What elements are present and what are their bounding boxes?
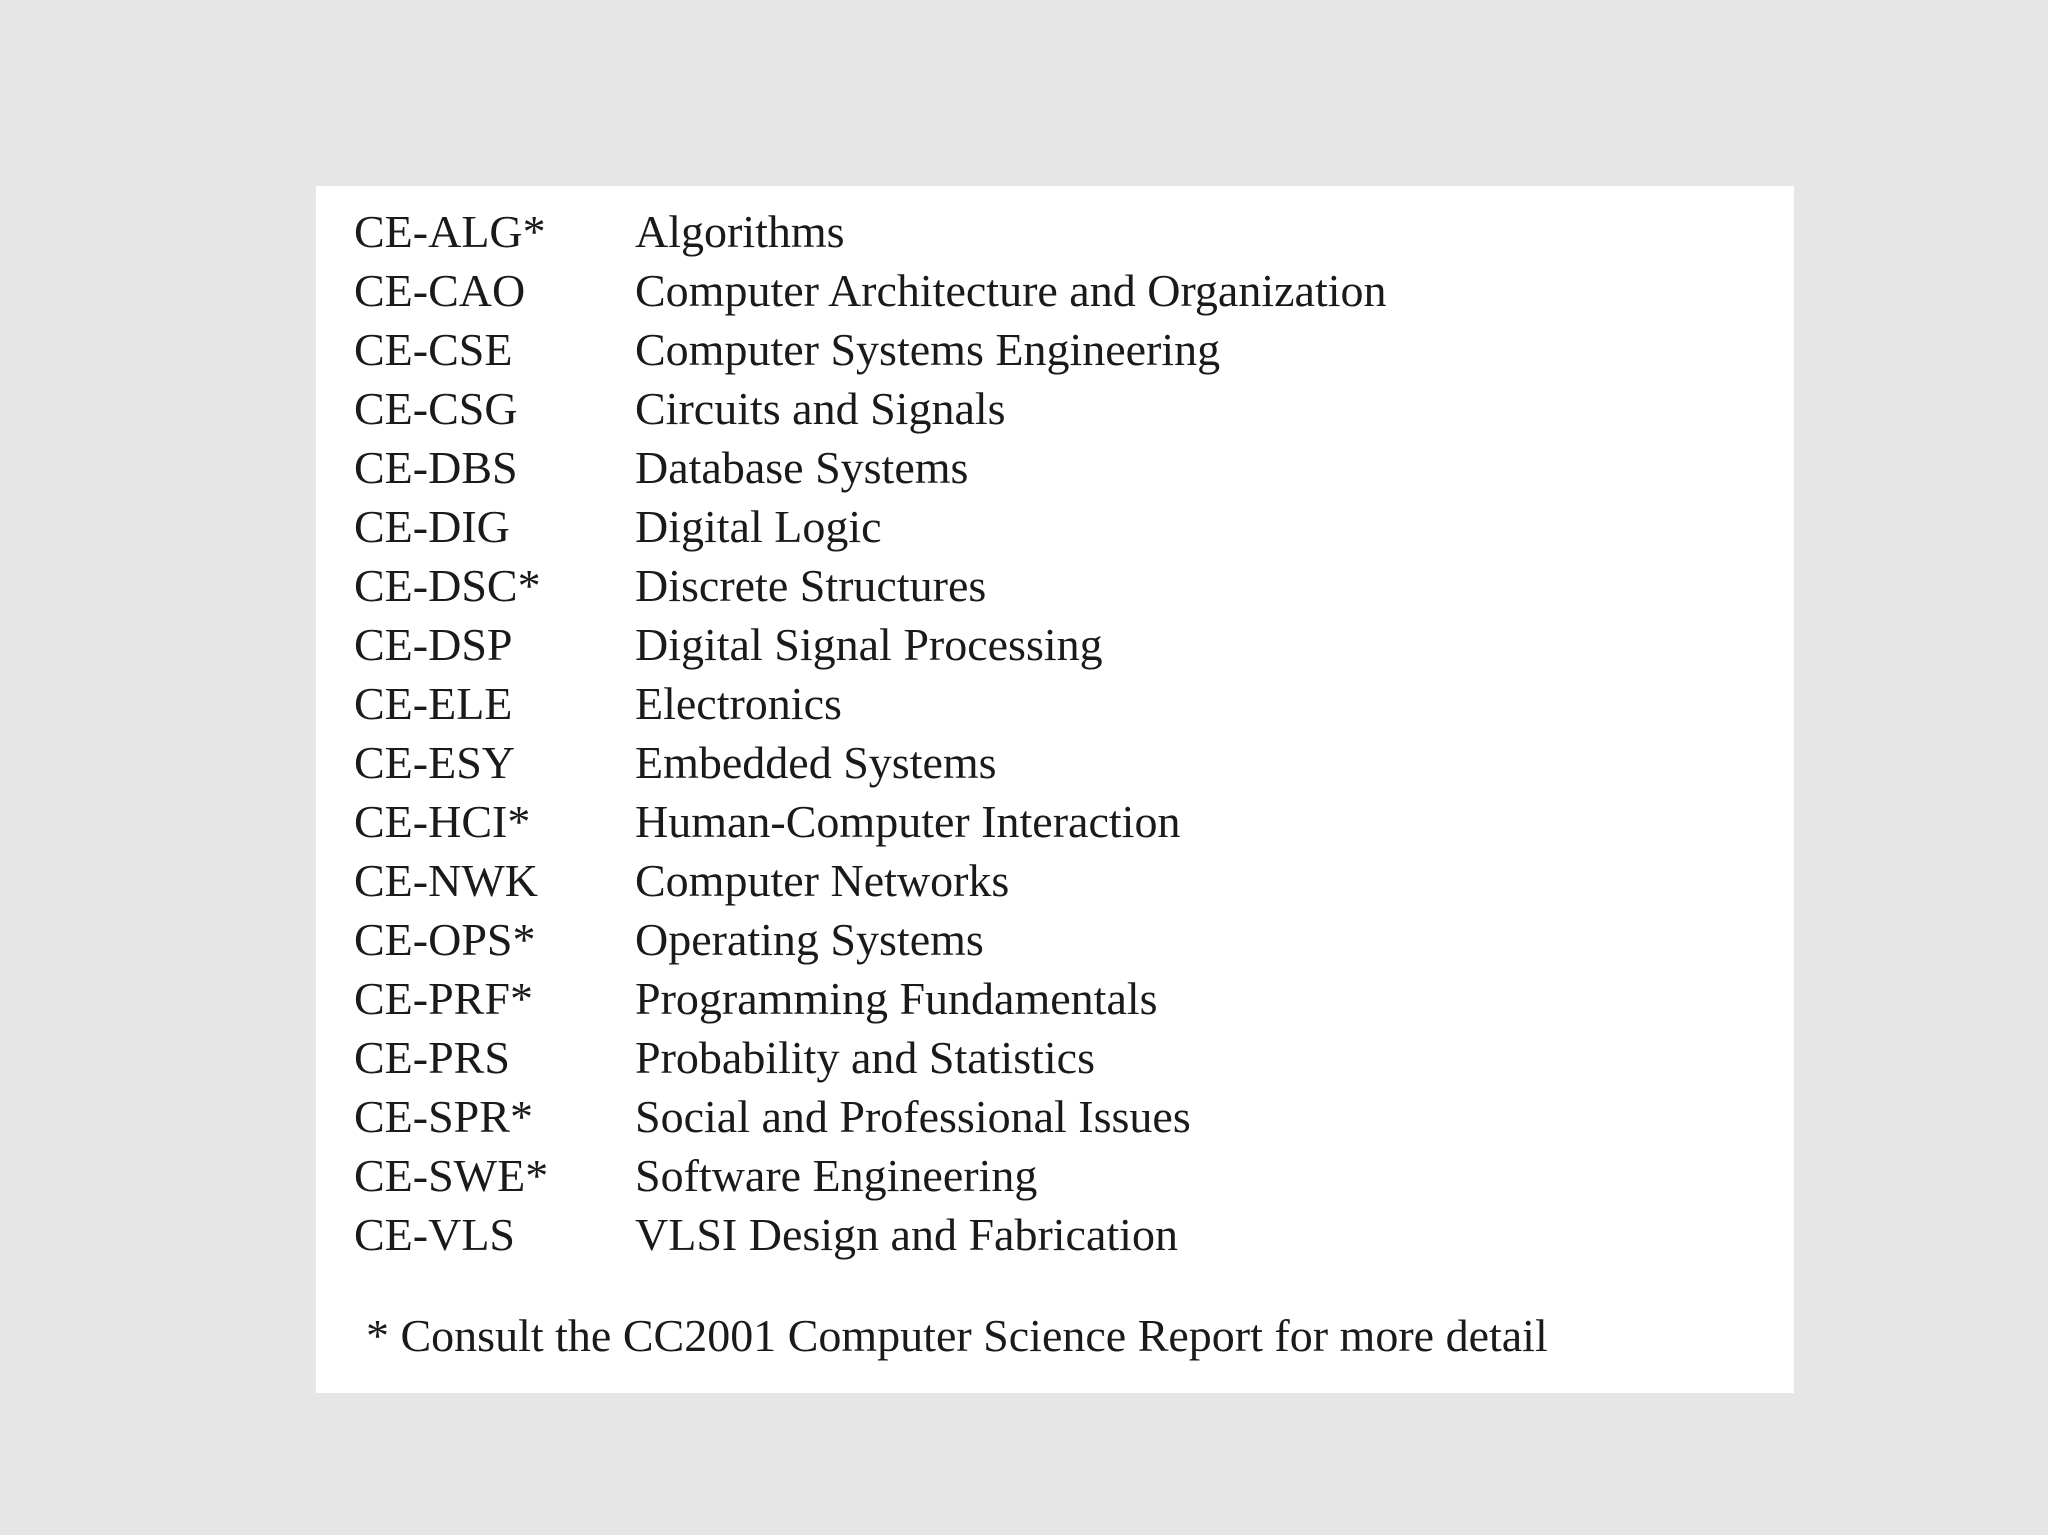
area-code: CE-ELE <box>354 678 513 729</box>
list-item <box>354 1028 1774 1087</box>
area-title: Social and Professional Issues <box>635 1091 1191 1142</box>
area-code: CE-DSC* <box>354 560 541 611</box>
area-title: Database Systems <box>635 442 969 493</box>
area-title: Embedded Systems <box>635 737 997 788</box>
list-item <box>354 674 1774 733</box>
list-item <box>354 851 1774 910</box>
list-item <box>354 733 1774 792</box>
list-item <box>354 261 1774 320</box>
area-code: CE-SPR* <box>354 1091 533 1142</box>
list-item <box>354 556 1774 615</box>
area-title: Software Engineering <box>635 1150 1038 1201</box>
area-title: Computer Architecture and Organization <box>635 265 1387 316</box>
list-item <box>354 1087 1774 1146</box>
area-title: Electronics <box>635 678 842 729</box>
knowledge-areas-list <box>354 202 1774 1264</box>
area-title: Programming Fundamentals <box>635 973 1158 1024</box>
area-title: Digital Signal Processing <box>635 619 1103 670</box>
area-title: Circuits and Signals <box>635 383 1006 434</box>
area-title: Discrete Structures <box>635 560 987 611</box>
area-title: Computer Systems Engineering <box>635 324 1221 375</box>
knowledge-areas-card <box>316 186 1794 1393</box>
area-code: CE-SWE* <box>354 1150 549 1201</box>
area-code: CE-OPS* <box>354 914 536 965</box>
footnote: * Consult the CC2001 Computer Science Report for more detail <box>366 1310 1548 1361</box>
list-item <box>354 320 1774 379</box>
area-code: CE-ALG* <box>354 206 546 257</box>
area-code: CE-DSP <box>354 619 513 670</box>
list-item <box>354 910 1774 969</box>
area-title: Operating Systems <box>635 914 984 965</box>
area-title: Probability and Statistics <box>635 1032 1095 1083</box>
area-code: CE-DIG <box>354 501 510 552</box>
area-code: CE-HCI* <box>354 796 531 847</box>
list-item <box>354 202 1774 261</box>
list-item <box>354 792 1774 851</box>
area-code: CE-NWK <box>354 855 538 906</box>
list-item <box>354 969 1774 1028</box>
list-item <box>354 615 1774 674</box>
area-code: CE-CSG <box>354 383 518 434</box>
area-title: VLSI Design and Fabrication <box>635 1209 1178 1260</box>
area-code: CE-PRF* <box>354 973 533 1024</box>
area-code: CE-CAO <box>354 265 526 316</box>
area-code: CE-ESY <box>354 737 515 788</box>
area-code: CE-VLS <box>354 1209 515 1260</box>
area-title: Digital Logic <box>635 501 882 552</box>
area-title: Algorithms <box>635 206 845 257</box>
area-code: CE-CSE <box>354 324 513 375</box>
area-code: CE-DBS <box>354 442 518 493</box>
list-item <box>354 438 1774 497</box>
area-title: Human-Computer Interaction <box>635 796 1181 847</box>
list-item <box>354 379 1774 438</box>
list-item <box>354 1146 1774 1205</box>
area-code: CE-PRS <box>354 1032 510 1083</box>
list-item <box>354 1205 1774 1264</box>
area-title: Computer Networks <box>635 855 1010 906</box>
list-item <box>354 497 1774 556</box>
